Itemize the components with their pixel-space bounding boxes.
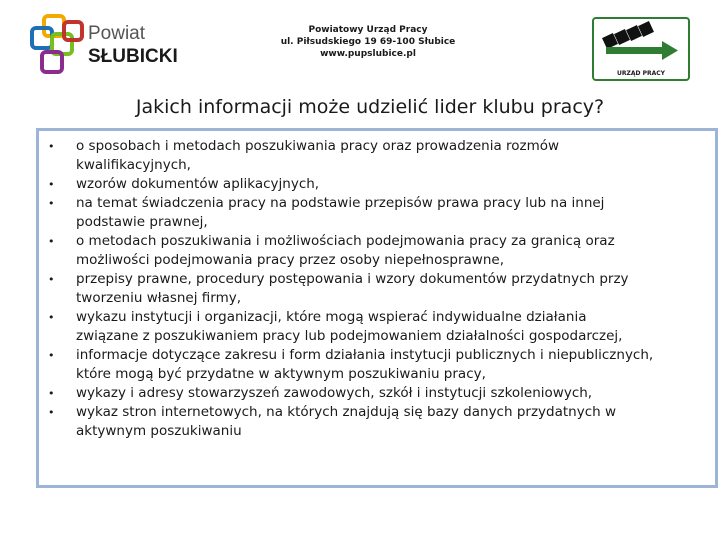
list-item bbox=[39, 137, 715, 175]
bullet-icon: • bbox=[48, 406, 55, 419]
list-item bbox=[39, 270, 715, 308]
bullet-icon: • bbox=[48, 235, 55, 248]
list-item-text: przepisy prawne, procedury postępowania i wzory dokumentów przydatnych przy tworzeniu własnej firmy, bbox=[76, 271, 629, 306]
office-contact-block bbox=[230, 24, 506, 60]
list-item-text: na temat świadczenia pracy na podstawie przepisów prawa pracy lub na innej podstawie prawnej, bbox=[76, 195, 605, 230]
office-name: Powiatowy Urząd Pracy bbox=[308, 25, 428, 35]
list-item-text: wykazu instytucji i organizacji, które mogą wspierać indywidualne działania związane z poszukiwaniem pracy lub podejmowaniem działalności gospodarczej, bbox=[76, 309, 623, 344]
urzad-pracy-logo-label: URZĄD PRACY bbox=[617, 70, 665, 77]
slide-title: Jakich informacji może udzielić lider klubu pracy? bbox=[135, 96, 605, 118]
bullet-icon: • bbox=[48, 273, 55, 286]
info-list bbox=[39, 131, 715, 441]
list-item-text: o metodach poszukiwania i możliwościach podejmowania pracy za granicą oraz możliwości podejmowania pracy przez osoby niepełnosprawne, bbox=[76, 233, 615, 268]
bullet-icon: • bbox=[48, 349, 55, 362]
list-item bbox=[39, 346, 715, 384]
bullet-icon: • bbox=[48, 178, 55, 191]
list-item-text: o sposobach i metodach poszukiwania pracy oraz prowadzenia rozmów kwalifikacyjnych, bbox=[76, 138, 560, 173]
office-website: www.pupslubice.pl bbox=[320, 49, 416, 59]
list-item-text: informacje dotyczące zakresu i form działania instytucji publicznych i niepublicznych, które mogą być przydatne w aktywnym poszukiwaniu pracy, bbox=[76, 347, 654, 382]
list-item bbox=[39, 194, 715, 232]
bullet-icon: • bbox=[48, 311, 55, 324]
logo-word-slubicki: SŁUBICKI bbox=[88, 46, 178, 67]
urzad-pracy-logo bbox=[592, 17, 690, 81]
list-item-text: wzorów dokumentów aplikacyjnych, bbox=[76, 176, 320, 192]
powiat-slubicki-logo bbox=[30, 14, 178, 78]
content-panel bbox=[36, 128, 718, 488]
powiat-logo-mark-icon bbox=[30, 14, 88, 78]
list-item bbox=[39, 232, 715, 270]
bullet-icon: • bbox=[48, 387, 55, 400]
list-item-text: wykazy i adresy stowarzyszeń zawodowych, szkół i instytucji szkoleniowych, bbox=[76, 385, 593, 401]
urzad-pracy-logo-mark-icon bbox=[594, 19, 688, 67]
bullet-icon: • bbox=[48, 197, 55, 210]
list-item bbox=[39, 403, 715, 441]
list-item bbox=[39, 384, 715, 403]
office-address: ul. Piłsudskiego 19 69-100 Słubice bbox=[280, 37, 456, 47]
bullet-icon: • bbox=[48, 140, 55, 153]
list-item bbox=[39, 308, 715, 346]
list-item-text: wykaz stron internetowych, na których znajdują się bazy danych przydatnych w aktywnym poszukiwaniu bbox=[76, 404, 617, 439]
logo-word-powiat: Powiat bbox=[88, 23, 146, 44]
list-item bbox=[39, 175, 715, 194]
